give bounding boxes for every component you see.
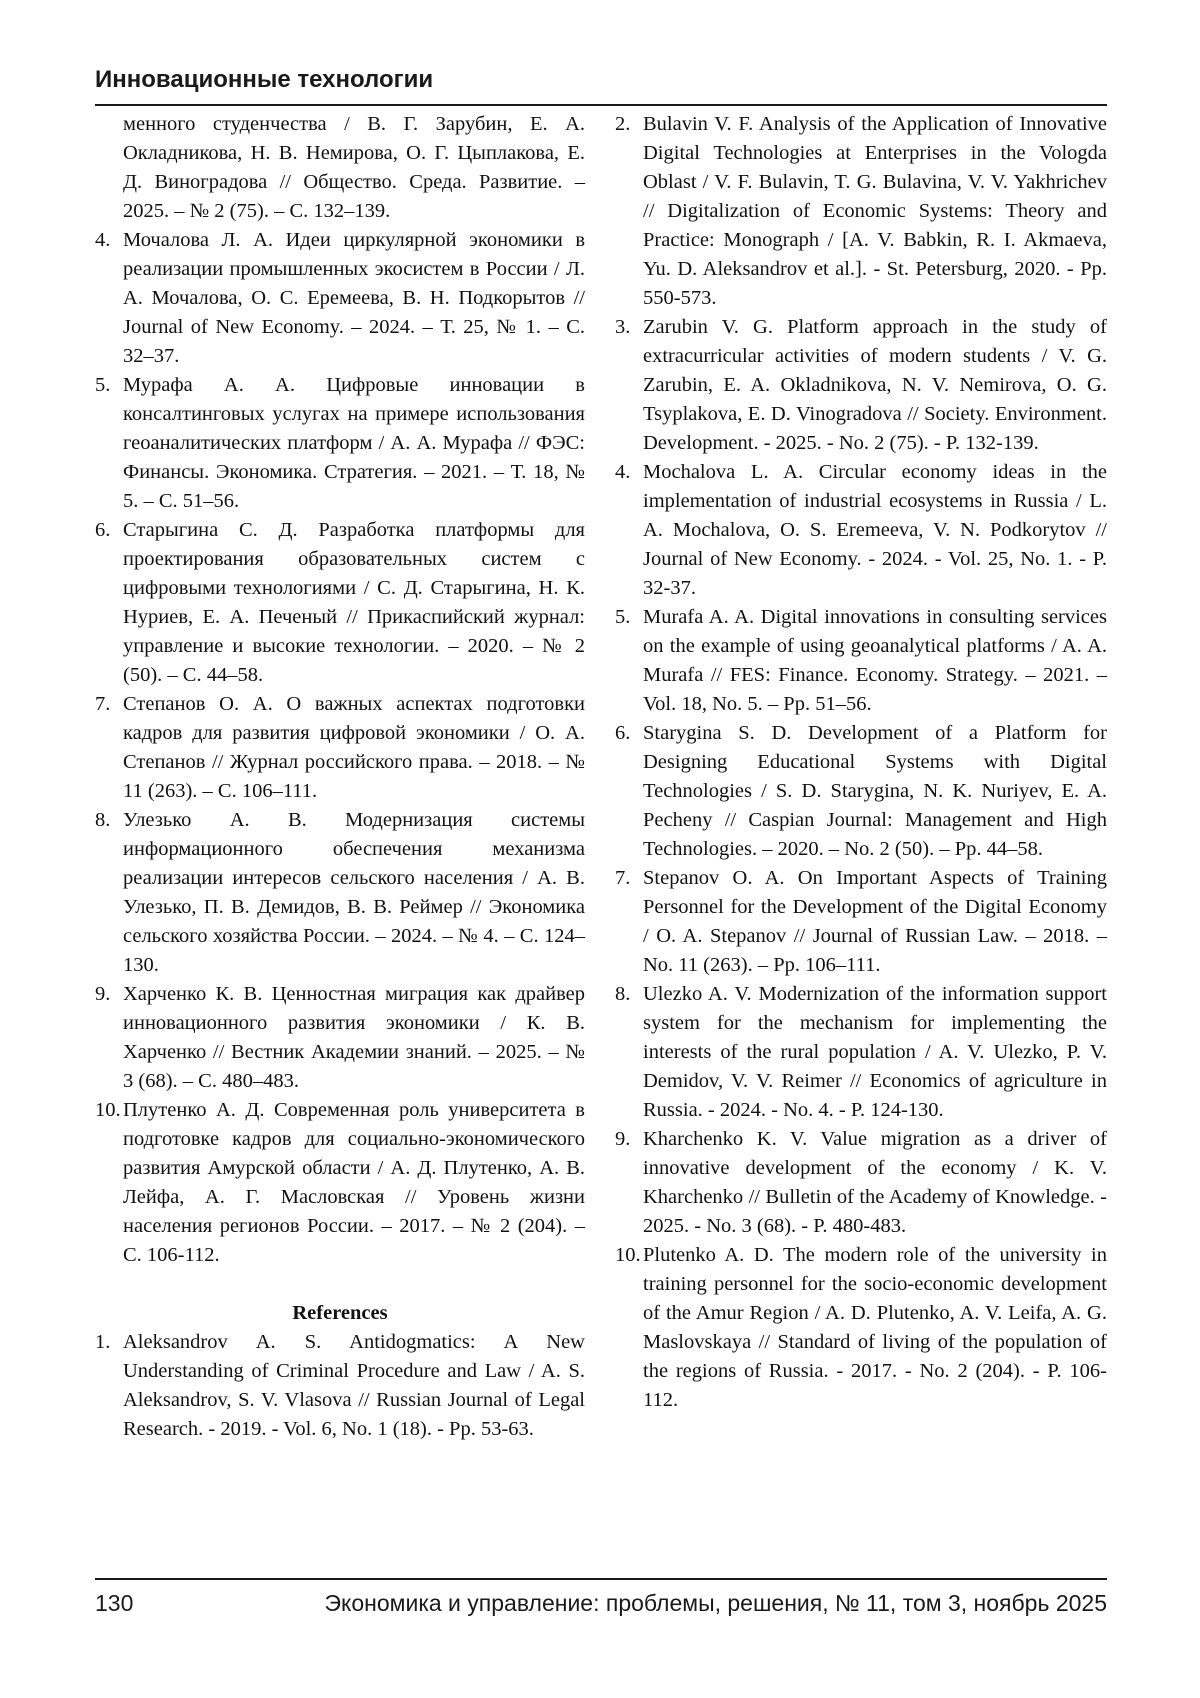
reference-text: Степанов О. А. О важных аспектах подготовки кадров для развития цифровой экономики / О. А. Степанов // Журнал российского права. – 2018. – № 11 (263). – С. 106–111. [123,693,585,802]
journal-citation: Экономика и управление: проблемы, решения, № 11, том 3, ноябрь 2025 [324,1590,1107,1616]
reference-text: Starygina S. D. Development of a Platform for Designing Educational Systems with Digital Technologies / S. D. Starygina, N. K. Nuriyev, E. A. Pecheny // Caspian Journal: Management and High Technologies. – 2020. – No. 2 (50). – Pp. 44–58. [643,722,1107,860]
reference-item [95,806,585,980]
reference-number: 5. [615,606,631,628]
reference-item [615,864,1107,980]
reference-number: 6. [615,722,631,744]
reference-number: 9. [615,1128,631,1150]
reference-item [95,226,585,371]
reference-text: Bulavin V. F. Analysis of the Application of Innovative Digital Technologies at Enterprises in the Vologda Oblast / V. F. Bulavin, T. G. Bulavina, V. V. Yakhrichev // Digitalization of Economic Systems: Theory and Practice: Monograph / [A. V. Babkin, R. I. Akmaeva, Yu. D. Aleksandrov et al.]. - St. Petersburg, 2020. - Pp. 550-573. [643,113,1107,309]
reference-item [615,313,1107,458]
reference-text: Мурафа А. А. Цифровые инновации в консалтинговых услугах на примере использования геоаналитических платформ / А. А. Мурафа // ФЭС: Финансы. Экономика. Стратегия. – 2021. – Т. 18, № 5. – С. 51–56. [123,374,585,512]
reference-text: Мочалова Л. А. Идеи циркулярной экономики в реализации промышленных экосистем в России / Л. А. Мочалова, О. С. Еремеева, В. Н. Подкорытов // Journal of New Economy. – 2024. – Т. 25, № 1. – С. 32–37. [123,229,585,367]
reference-text: Ulezko A. V. Modernization of the information support system for the mechanism for implementing the interests of the rural population / A. V. Ulezko, P. V. Demidov, V. V. Reimer // Economics of agriculture in Russia. - 2024. - No. 4. - P. 124-130. [643,983,1107,1121]
reference-item [615,980,1107,1125]
reference-text: Старыгина С. Д. Разработка платформы для проектирования образовательных систем с цифровыми технологиями / С. Д. Старыгина, Н. К. Нуриев, Е. А. Печеный // Прикаспийский журнал: управление и высокие технологии. – 2020. – № 2 (50). – С. 44–58. [123,519,585,686]
reference-text: Kharchenko K. V. Value migration as a driver of innovative development of the economy / K. V. Kharchenko // Bulletin of the Academy of Knowledge. - 2025. - No. 3 (68). - P. 480-483. [643,1128,1107,1237]
reference-number: 7. [95,693,111,715]
reference-number: 4. [95,229,111,251]
reference-number: 10. [615,1244,641,1266]
reference-text: Mochalova L. A. Circular economy ideas in the implementation of industrial ecosystems in Russia / L. A. Mochalova, O. S. Eremeeva, V. N. Podkorytov // Journal of New Economy. - 2024. - Vol. 25, No. 1. - P. 32-37. [643,461,1107,599]
reference-item [615,1241,1107,1415]
reference-item [95,690,585,806]
reference-number: 6. [95,519,111,541]
footer-rule [95,1578,1107,1580]
reference-text: Харченко К. В. Ценностная миграция как драйвер инновационного развития экономики / К. В. Харченко // Вестник Академии знаний. – 2025. – № 3 (68). – С. 480–483. [123,983,585,1092]
reference-item [615,719,1107,864]
page-number: 130 [95,1590,134,1616]
reference-item [95,371,585,516]
reference-text: Stepanov O. A. On Important Aspects of Training Personnel for the Development of the Digital Economy / O. A. Stepanov // Journal of Russian Law. – 2018. – No. 11 (263). – Pp. 106–111. [643,867,1107,976]
references-heading: References [292,1302,388,1324]
reference-number: 5. [95,374,111,396]
left-column [95,110,585,1444]
reference-text: Aleksandrov A. S. Antidogmatics: A New Understanding of Criminal Procedure and Law / A. S. Aleksandrov, S. V. Vlasova // Russian Journal of Legal Research. - 2019. - Vol. 6, No. 1 (18). - Pp. 53-63. [123,1331,585,1440]
reference-item [95,1328,585,1444]
reference-number: 9. [95,983,111,1005]
reference-item [615,603,1107,719]
reference-text: Zarubin V. G. Platform approach in the study of extracurricular activities of modern students / V. G. Zarubin, E. A. Okladnikova, N. V. Nemirova, O. G. Tsyplakova, E. D. Vinogradova // Society. Environment. Development. - 2025. - No. 2 (75). - P. 132-139. [643,316,1107,454]
reference-number: 2. [615,113,631,135]
reference-item [615,458,1107,603]
reference-text: Murafa A. A. Digital innovations in consulting services on the example of using geoanalytical platforms / A. A. Murafa // FES: Finance. Economy. Strategy. – 2021. – Vol. 18, No. 5. – Pp. 51–56. [643,606,1107,715]
reference-item [95,1096,585,1270]
running-header: Инновационные технологии [95,66,434,93]
reference-item [615,110,1107,313]
reference-number: 4. [615,461,631,483]
reference-text: Плутенко А. Д. Современная роль университета в подготовке кадров для социально-экономического развития Амурской области / А. Д. Плутенко, А. В. Лейфа, А. Г. Масловская // Уровень жизни населения регионов России. – 2017. – № 2 (204). – С. 106-112. [123,1099,585,1266]
reference-item [95,980,585,1096]
reference-text: Улезько А. В. Модернизация системы информационного обеспечения механизма реализации интересов сельского населения / А. В. Улезько, П. В. Демидов, В. В. Реймер // Экономика сельского хозяйства России. – 2024. – № 4. – С. 124–130. [123,809,585,976]
reference-number: 10. [95,1099,121,1121]
reference-number: 3. [615,316,631,338]
reference-continuation: менного студенчества / В. Г. Зарубин, Е. А. Окладникова, Н. В. Немирова, О. Г. Цыплакова, Е. Д. Виноградова // Общество. Среда. Развитие. – 2025. – № 2 (75). – С. 132–139. [123,113,585,222]
reference-text: Plutenko A. D. The modern role of the university in training personnel for the socio-economic development of the Amur Region / A. D. Plutenko, A. V. Leifa, A. G. Maslovskaya // Standard of living of the population of the regions of Russia. - 2017. - No. 2 (204). - P. 106-112. [643,1244,1107,1411]
reference-number: 8. [615,983,631,1005]
right-column [615,110,1107,1415]
reference-item [95,516,585,690]
header-rule [95,104,1107,106]
reference-number: 1. [95,1331,111,1353]
reference-number: 8. [95,809,111,831]
reference-number: 7. [615,867,631,889]
reference-item [615,1125,1107,1241]
